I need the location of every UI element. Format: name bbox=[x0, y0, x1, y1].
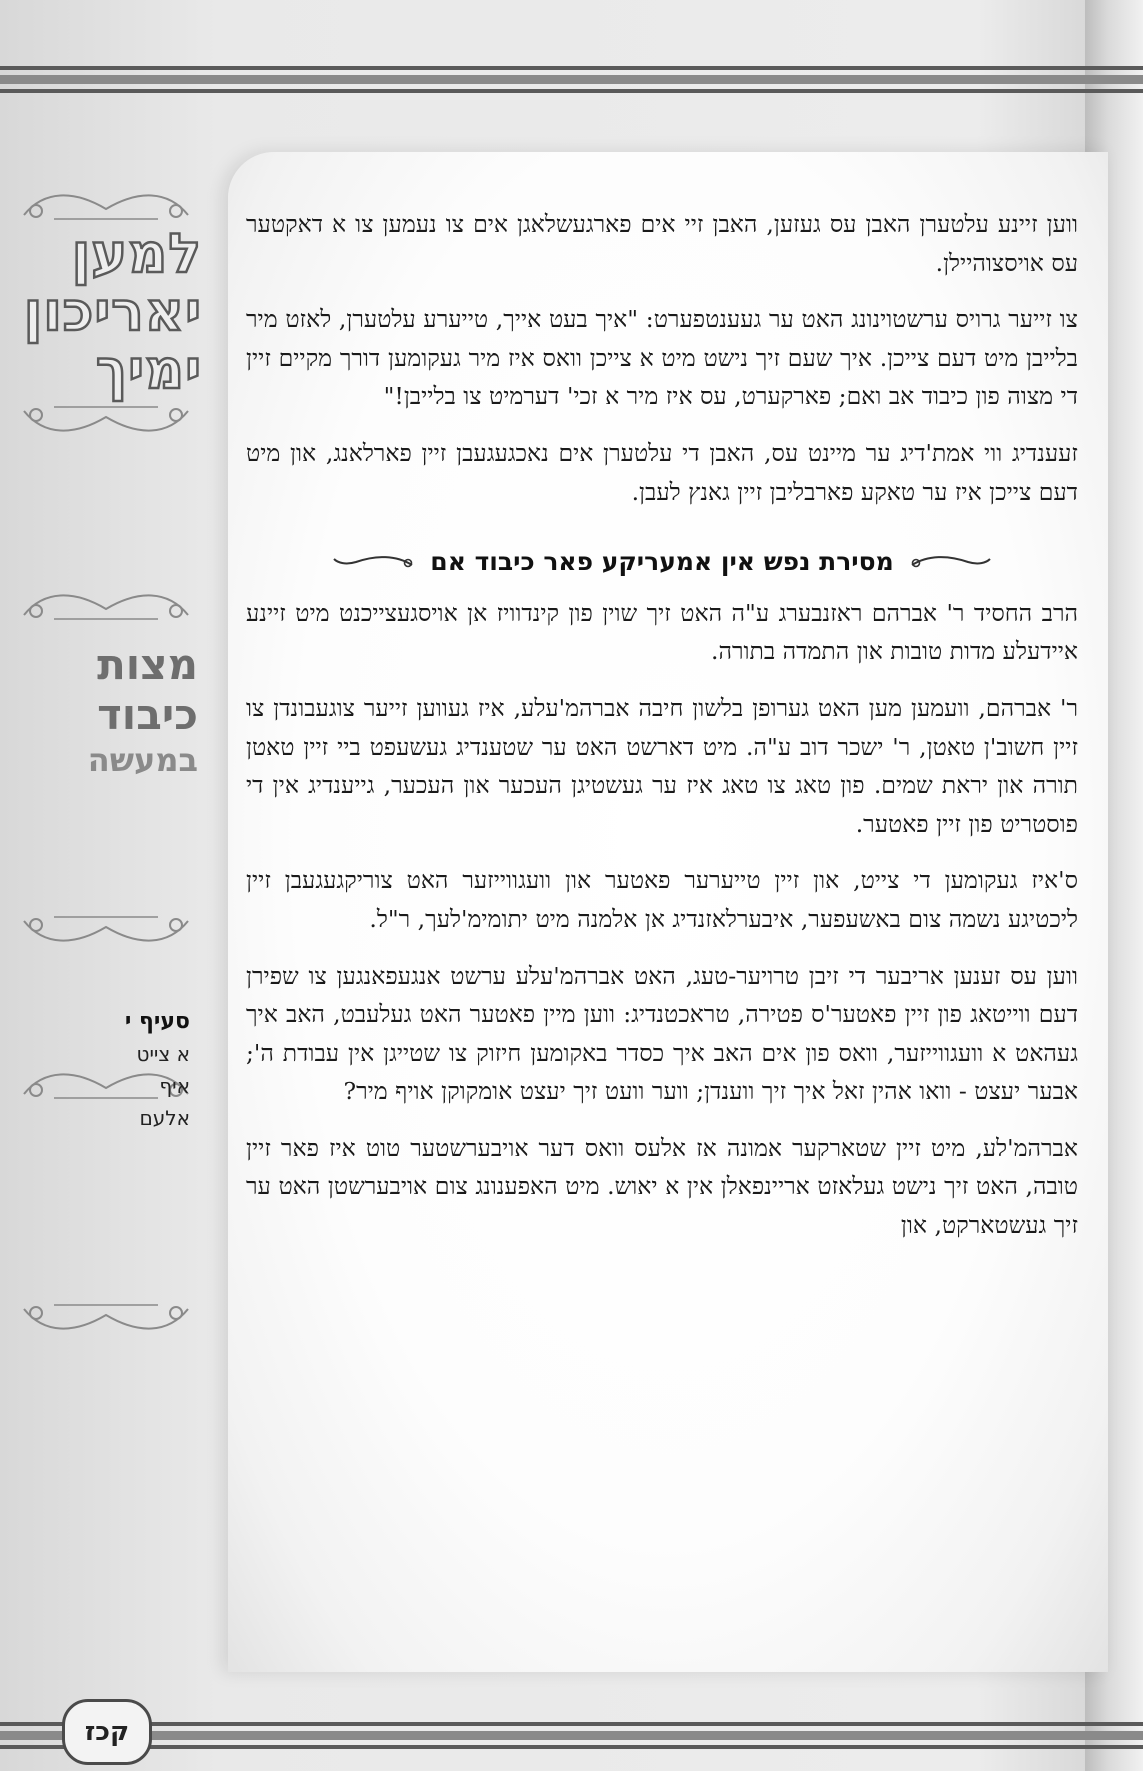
paragraph: ס'איז געקומען די צייט, און זיין טייערער פאטער און וועגווייזער האט צוריקגעגעבן זיין ליכטיגע נשמה צום באשעפער, איבערלאזנדיג אן אלמנה מיט יתומימ'לעך, ר"ל. bbox=[246, 866, 1078, 933]
section-heading: מסירת נפש אין אמעריקע פאר כיבוד אם bbox=[430, 547, 894, 577]
flourish-ornament-icon bbox=[14, 395, 198, 441]
heading-flourish-icon bbox=[330, 553, 416, 571]
book-title bbox=[18, 222, 202, 401]
section-title bbox=[18, 640, 198, 780]
section-heading-row bbox=[246, 543, 1078, 582]
chapter-subtitle-line: אלעם bbox=[139, 1106, 190, 1130]
bottom-border-stripes bbox=[0, 1722, 1143, 1752]
section-title-line: במעשה bbox=[87, 741, 198, 779]
flourish-ornament-icon bbox=[14, 585, 198, 631]
paragraph: ווען זיינע עלטערן האבן עס געזען, האבן זיי אים פארגעשלאגן אים צו נעמען צו א דאקטער עס אויסצוהיילן. bbox=[246, 210, 1078, 277]
section-title-line: מצות bbox=[97, 640, 198, 689]
paragraph: ר' אברהם, וועמען מען האט גערופן בלשון חיבה אברהמ'עלע, איז געווען זייער צוגעבונדן צו זיין חשוב'ן טאטן, ר' ישכר דוב ע"ה. מיט דארשט האט ער שטענדיג געשעפט ביי זיין טאטן תורה און יראת שמים. פון טאג צו טאג איז ער געשטיגן העכער און העכער, גייענדיג אין די פוסטריט פון זיין פאטער. bbox=[246, 693, 1078, 838]
title-line: ימיך bbox=[95, 338, 202, 401]
paragraph: הרב החסיד ר' אברהם ראזנבערג ע"ה האט זיך שוין פון קינדוויז אן אויסגעצייכנט מיט זיינע איידעלע מדות טובות און התמדה בתורה. bbox=[246, 598, 1078, 666]
paragraph: אברהמ'לע, מיט זיין שטארקער אמונה אז אלעס וואס דער אויבערשטער טוט איז פאר זיין טובה, האט זיך נישט געלאזט אריינפאלן אין א יאוש. מיט האפענונג צום אויבערשטן האט ער זיך געשטארקט, און bbox=[246, 1133, 1078, 1240]
chapter-title: סעיף י bbox=[124, 1009, 190, 1034]
title-line: למען bbox=[71, 222, 202, 285]
title-line: יאריכון bbox=[23, 280, 202, 343]
heading-flourish-icon bbox=[908, 553, 994, 571]
chapter-subtitle-line: איף bbox=[159, 1074, 190, 1098]
section-title-line: כיבוד bbox=[97, 690, 198, 739]
paragraph: צו זייער גרויס ערשטוינונג האט ער געענטפערט: "איך בעט אייך, טייערע עלטערן, לאזט מיר בלייבן מיט דעם צייכן. איך שעם זיך נישט מיט א צייכן וואס איז מיר געקומען דורך מקיים זיין די מצוה פון כיבוד אב ואם; פארקערט, עס איז מיר א זכי' דערמיט צו בלייבן!" bbox=[246, 305, 1078, 411]
flourish-ornament-icon bbox=[14, 1293, 198, 1339]
main-text bbox=[246, 205, 1078, 1263]
flourish-ornament-icon bbox=[14, 905, 198, 951]
paragraph: זעענדיג ווי אמת'דיג ער מיינט עס, האבן די עלטערן אים נאכגעגעבן זיין פארלאנג, און מיט דעם צייכן איז ער טאקע פארבליבן זיין גאנץ לעבן. bbox=[246, 438, 1078, 506]
chapter-subtitle-line: א צייט bbox=[136, 1042, 190, 1066]
paragraph: ווען עס זענען אריבער די זיבן טרויער-טעג, האט אברהמ'עלע ערשט אנגעפאנגען צו שפירן דעם ווייטאג פון זיין פאטער'ס פטירה, טראכטנדיג: ווען מיין פאטער האט געלעבט, האב איך געהאט א וועגווייזער, וואס פון אים האב איך כסדר באקומען חיזוק צו שטייגן אין עבודת ה'; אבער יעצט - וואו אהין זאל איך זיך ווענדן; ווער וועט זיך יעצט אומקוקן אויף מיר? bbox=[246, 961, 1078, 1106]
page-number: קכז bbox=[62, 1699, 152, 1765]
top-border-stripes bbox=[0, 66, 1143, 96]
chapter-info bbox=[40, 1006, 190, 1134]
